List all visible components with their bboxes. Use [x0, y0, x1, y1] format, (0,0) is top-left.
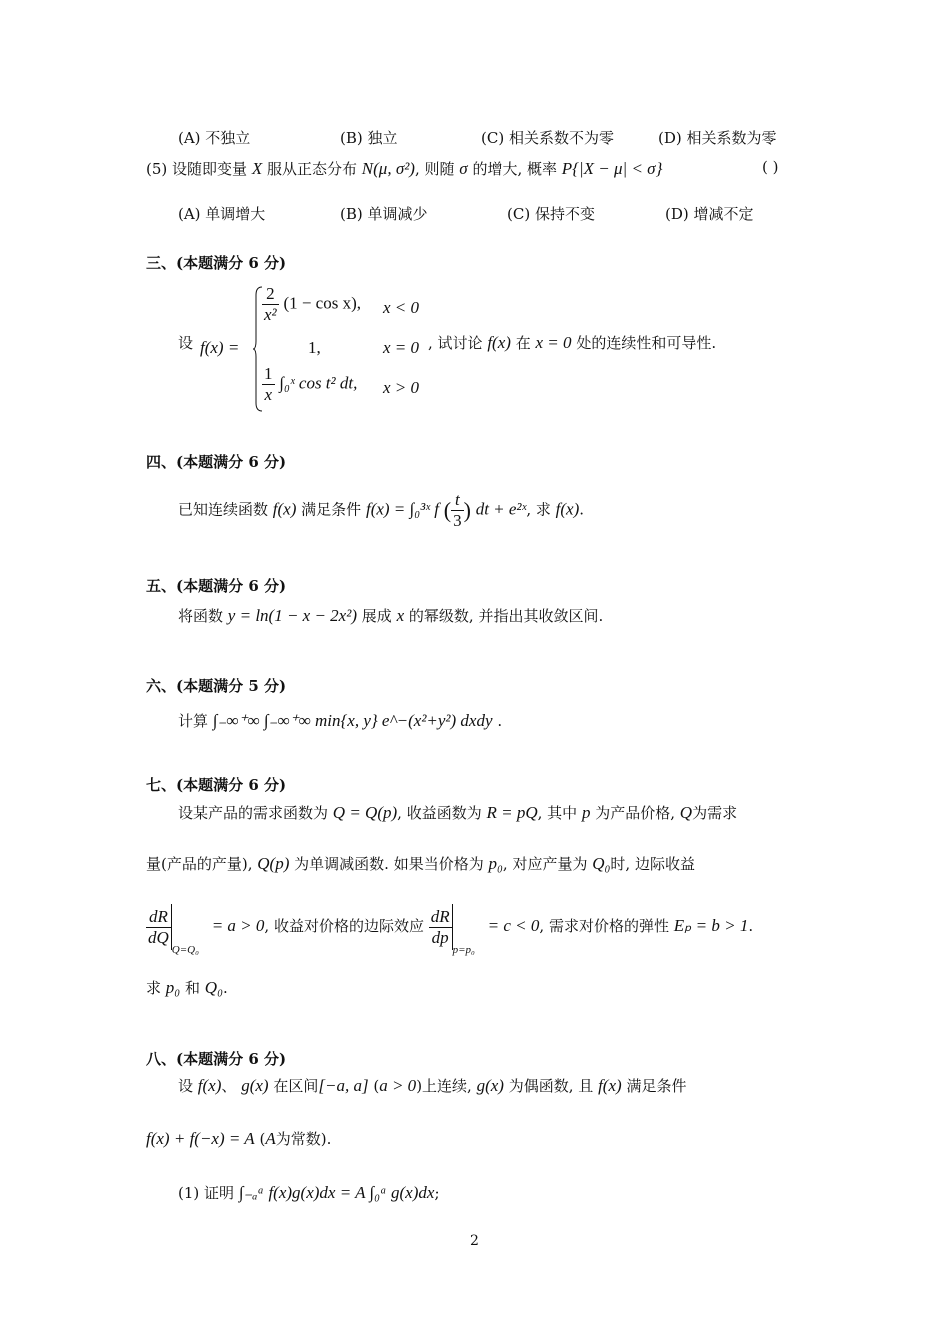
s7-l4a: 求: [146, 979, 162, 997]
s5-text1: 将函数: [178, 607, 224, 625]
s5-line: [178, 605, 603, 626]
s3-tail: [428, 332, 716, 353]
s5-x: x: [396, 606, 405, 625]
s7-l3b: = a > 0: [211, 916, 265, 935]
s7-l2a: 量(产品的产量),: [146, 855, 253, 873]
s7-l3e: , 需求对价格的弹性: [539, 917, 669, 935]
q5-option-d: (D) 增减不定: [665, 205, 754, 223]
s7-l1c: , 收益函数为: [397, 804, 482, 822]
s7-d1-den: dQ: [148, 927, 169, 947]
s8-a-positive: a > 0: [379, 1076, 417, 1095]
s8-l3a: (1) 证明: [178, 1184, 235, 1202]
s4-frac-den: 3: [453, 511, 462, 530]
s7-l1a: 设某产品的需求函数为: [178, 804, 329, 822]
s3-case1-num: 2: [262, 284, 279, 305]
s7-elasticity: Eₚ = b > 1: [673, 916, 749, 935]
q5-sigma: σ: [459, 159, 468, 178]
s3-case3-condition: x > 0: [383, 378, 420, 397]
s7-p0: p₀: [488, 854, 503, 873]
s6-line: [178, 710, 502, 731]
q5-option-b: (B) 单调减少: [340, 205, 428, 223]
s3-x0: x = 0: [535, 333, 572, 352]
s4-text1: 已知连续函数: [178, 500, 269, 519]
section7-heading: 七、(本题满分 6 分): [146, 776, 287, 794]
s3-lead: 设: [178, 334, 194, 352]
s7-l2e: , 对应产量为: [502, 855, 588, 873]
s4-eq-right: dt + e²ˣ: [475, 499, 527, 519]
s7-line3: [146, 904, 753, 956]
s7-l1e: , 其中: [537, 804, 578, 822]
q4-option-c: (C) 相关系数不为零: [481, 129, 614, 147]
s8-line1: [178, 1075, 686, 1096]
s8-l1k: 为偶函数, 且: [508, 1077, 594, 1095]
s6-text1: 计算: [178, 712, 209, 730]
s4-eq-left: f(x) = ∫₀³ˣ f: [365, 499, 439, 519]
s4-paren-open: (: [443, 497, 452, 523]
s8-line3: [178, 1182, 440, 1203]
s7-p: p: [581, 803, 591, 822]
s7-q0: Q₀: [592, 854, 611, 873]
s8-gx2: g(x): [476, 1076, 504, 1095]
s3-tail3: 处的连续性和可导性.: [576, 334, 717, 352]
s3-case1-fraction: [262, 284, 279, 325]
s8-fx: f(x): [197, 1076, 222, 1095]
s8-interval: [−a, a]: [318, 1076, 369, 1095]
q5-prefix: (5) 设随即变量: [146, 160, 248, 178]
s3-case2-condition: x = 0: [383, 338, 420, 357]
s7-l2c: 为单调减函数. 如果当价格为: [294, 855, 484, 873]
q5-probability: P{|X − μ| < σ}: [561, 159, 663, 178]
s7-d2-sub: p=p₀: [452, 944, 475, 956]
s8-a-const: A: [265, 1129, 276, 1148]
s3-case1-expr: (1 − cos x),: [283, 293, 362, 313]
s3-case1-den: x²: [264, 305, 277, 324]
s4-line: [178, 490, 584, 531]
s8-l1g: (: [373, 1077, 380, 1095]
q5-var-x: X: [251, 159, 263, 178]
q5-option-c: (C) 保持不变: [507, 205, 595, 223]
s7-l3d: = c < 0: [487, 916, 540, 935]
s3-case3-expr: ∫₀ˣ cos t² dt,: [279, 373, 358, 393]
s5-text3: 的幂级数, 并指出其收敛区间.: [408, 607, 604, 625]
s7-l1g: 为产品价格,: [595, 804, 676, 822]
s6-dot: .: [497, 712, 503, 730]
s3-case3-num: 1: [264, 364, 273, 383]
s7-derivative-2: [429, 907, 452, 948]
s8-gx: g(x): [241, 1076, 269, 1095]
s8-l1e: 在区间: [273, 1077, 319, 1095]
s7-d1-sub: Q=Q₀: [171, 944, 199, 956]
s7-revenue-function: R = pQ: [486, 803, 538, 822]
s3-fx: f(x) =: [200, 338, 240, 357]
s4-paren-close: ): [463, 497, 471, 523]
s6-equation: ∫₋∞⁺∞ ∫₋∞⁺∞ min{x, y} e^−(x²+y²) dxdy: [212, 711, 493, 730]
q4-option-b: (B) 独立: [340, 129, 398, 147]
q5-distribution: N(μ, σ²): [361, 159, 415, 178]
s3-tail2: 在: [515, 334, 531, 352]
s8-l3c: ;: [434, 1184, 440, 1202]
s4-frac-num: t: [451, 490, 464, 511]
s5-text2: 展成: [361, 607, 392, 625]
q5-mid3: 的增大, 概率: [472, 160, 558, 178]
s8-l2d: 为常数).: [275, 1130, 332, 1148]
s4-fx: f(x): [272, 499, 297, 519]
s7-q: Q: [679, 803, 693, 822]
s5-equation: y = ln(1 − x − 2x²): [227, 606, 357, 625]
s8-proof-equation: ∫₋ₐᵃ f(x)g(x)dx = A ∫₀ᵃ g(x)dx: [238, 1183, 435, 1202]
s3-case3-fraction: [262, 364, 275, 405]
s7-l4c: 和: [185, 979, 201, 997]
s7-derivative-1: [146, 907, 171, 948]
s3-tail1: , 试讨论: [428, 334, 483, 352]
section6-heading: 六、(本题满分 5 分): [146, 677, 287, 695]
s7-l1i: 为需求: [692, 804, 738, 822]
section8-heading: 八、(本题满分 6 分): [146, 1050, 287, 1068]
q5-answer-blank: ( ): [762, 158, 779, 176]
q4-option-a: (A) 不独立: [178, 129, 251, 147]
page-number: 2: [470, 1233, 479, 1249]
s8-l1m: 满足条件: [626, 1077, 687, 1095]
s7-d1-num: dR: [146, 907, 171, 928]
s7-l3c: , 收益对价格的边际效应: [264, 917, 424, 935]
s4-fx3: f(x): [555, 499, 580, 519]
s7-line2: [146, 853, 695, 874]
s7-demand-function: Q = Q(p): [332, 803, 398, 822]
s3-case1-condition: x < 0: [383, 298, 420, 317]
section5-heading: 五、(本题满分 6 分): [146, 577, 287, 595]
s7-d2-den: dp: [431, 927, 449, 947]
s7-line4: [146, 977, 228, 998]
s3-case3-den: x: [264, 385, 273, 404]
s4-text2: 满足条件: [301, 500, 362, 519]
s4-text3: , 求: [526, 500, 551, 519]
q5-line: [146, 158, 662, 179]
s8-l1a: 设: [178, 1077, 194, 1095]
q4-option-d: (D) 相关系数为零: [658, 129, 777, 147]
q5-mid1: 服从正态分布: [266, 160, 357, 178]
s8-l1c: 、: [221, 1077, 237, 1095]
s8-l1i: )上连续,: [416, 1077, 472, 1095]
s8-condition: f(x) + f(−x) = A: [146, 1129, 255, 1148]
s3-case1: [262, 284, 361, 325]
s7-line1: [178, 802, 737, 823]
s7-ask-p0: p₀: [165, 978, 181, 997]
s8-l2b: (: [259, 1130, 266, 1148]
s8-fx2: f(x): [598, 1076, 622, 1095]
section3-heading: 三、(本题满分 6 分): [146, 254, 287, 272]
s7-l4e: .: [222, 979, 228, 997]
s7-l2g: 时, 边际收益: [610, 855, 695, 873]
s3-case3: [262, 364, 357, 405]
s7-d2-num: dR: [430, 906, 450, 926]
s3-fx2: f(x): [487, 333, 511, 352]
s8-line2: [146, 1128, 331, 1149]
s7-l3g: .: [748, 917, 754, 935]
s7-qp: Q(p): [257, 854, 290, 873]
s3-case2-expr: 1,: [308, 338, 321, 357]
q5-mid2: , 则随: [414, 160, 455, 178]
q5-option-a: (A) 单调增大: [178, 205, 266, 223]
s7-ask-q0: Q₀: [204, 978, 223, 997]
s4-dot: .: [579, 500, 585, 519]
section4-heading: 四、(本题满分 6 分): [146, 453, 287, 471]
s4-fraction: [451, 490, 464, 531]
